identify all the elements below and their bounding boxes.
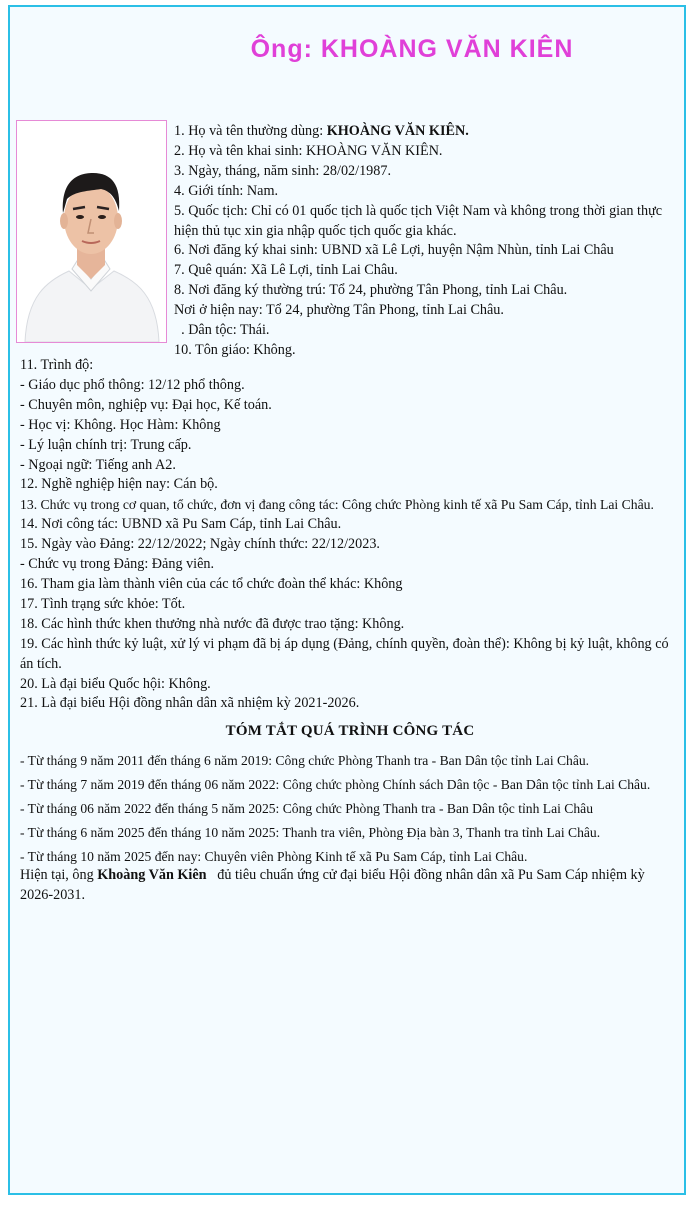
candidate-name: Khoàng Văn Kiên xyxy=(97,867,207,884)
info-birth-name: 2. Họ và tên khai sinh: KHOÀNG VĂN KIÊN. xyxy=(174,142,443,159)
personal-info xyxy=(174,122,678,361)
detail-line: - Lý luận chính trị: Trung cấp. xyxy=(20,436,192,453)
page-title: Ông: KHOÀNG VĂN KIÊN xyxy=(250,35,574,63)
portrait-image xyxy=(17,121,166,342)
detail-line: - Học vị: Không. Học Hàm: Không xyxy=(20,416,221,433)
work-history-item: - Từ tháng 06 năm 2022 đến tháng 5 năm 2025: Công chức Phòng Thanh tra - Ban Dân tộc tỉnh Lai Châu xyxy=(20,801,593,817)
detail-line: 11. Trình độ: xyxy=(20,357,94,373)
info-birth-date: 3. Ngày, tháng, năm sinh: 28/02/1987. xyxy=(174,162,391,179)
info-nationality: 5. Quốc tịch: Chỉ có 01 quốc tịch là quốc tịch Việt Nam và không trong thời gian thực hiện thủ tục xin gia nhập quốc tịch quốc gia khác. xyxy=(174,202,663,239)
work-history-item: - Từ tháng 6 năm 2025 đến tháng 10 năm 2025: Thanh tra viên, Phòng Địa bàn 3, Thanh tra tỉnh Lai Châu. xyxy=(20,825,601,841)
detail-line: 15. Ngày vào Đảng: 22/12/2022; Ngày chính thức: 22/12/2023. xyxy=(20,536,380,553)
detail-line: - Chức vụ trong Đảng: Đảng viên. xyxy=(20,556,215,573)
detail-line: 13. Chức vụ trong cơ quan, tổ chức, đơn vị đang công tác: Công chức Phòng kinh tế xã Pu Sam Cáp, tỉnh Lai Châu. xyxy=(20,497,654,513)
profile-page xyxy=(8,5,686,1195)
info-birth-registration: 6. Nơi đăng ký khai sinh: UBND xã Lê Lợi, huyện Nậm Nhùn, tỉnh Lai Châu xyxy=(174,242,614,259)
detail-line: - Ngoại ngữ: Tiếng anh A2. xyxy=(20,456,176,473)
portrait-photo xyxy=(16,120,167,343)
info-gender: 4. Giới tính: Nam. xyxy=(174,182,279,199)
work-history-item: - Từ tháng 7 năm 2019 đến tháng 06 năm 2022: Công chức phòng Chính sách Dân tộc - Ban Dân tộc tỉnh Lai Châu. xyxy=(20,777,651,793)
work-history-item: - Từ tháng 9 năm 2011 đến tháng 6 năm 2019: Công chức Phòng Thanh tra - Ban Dân tộc tỉnh Lai Châu. xyxy=(20,753,590,769)
detail-line: - Giáo dục phổ thông: 12/12 phổ thông. xyxy=(20,376,245,393)
info-ethnicity: . Dân tộc: Thái. xyxy=(174,322,270,339)
detail-line: 17. Tình trạng sức khỏe: Tốt. xyxy=(20,595,186,612)
work-history-title: TÓM TẮT QUÁ TRÌNH CÔNG TÁC xyxy=(225,723,475,740)
detail-discipline: 19. Các hình thức kỷ luật, xử lý vi phạm đã bị áp dụng (Đảng, chính quyền, đoàn thể): Không bị kỷ luật, không có án tích. xyxy=(20,635,669,672)
detail-line: 18. Các hình thức khen thưởng nhà nước đã được trao tặng: Không. xyxy=(20,615,405,632)
detail-line: 14. Nơi công tác: UBND xã Pu Sam Cáp, tỉnh Lai Châu. xyxy=(20,516,342,533)
details-section xyxy=(20,356,680,906)
info-full-name: 1. Họ và tên thường dùng: KHOÀNG VĂN KIÊN. xyxy=(174,123,469,139)
detail-line: 12. Nghề nghiệp hiện nay: Cán bộ. xyxy=(20,476,218,493)
detail-national-assembly: 20. Là đại biểu Quốc hội: Không. xyxy=(20,675,211,692)
detail-line: 16. Tham gia làm thành viên của các tổ chức đoàn thể khác: Không xyxy=(20,575,403,592)
detail-council-delegate: 21. Là đại biểu Hội đồng nhân dân xã nhiệm kỳ 2021-2026. xyxy=(20,695,360,712)
detail-line: - Chuyên môn, nghiệp vụ: Đại học, Kế toán. xyxy=(20,396,272,413)
info-permanent-residence: 8. Nơi đăng ký thường trú: Tổ 24, phường Tân Phong, tỉnh Lai Châu. xyxy=(174,282,568,299)
common-name: KHOÀNG VĂN KIÊN. xyxy=(326,123,469,139)
work-history-item: - Từ tháng 10 năm 2025 đến nay: Chuyên viên Phòng Kinh tế xã Pu Sam Cáp, tỉnh Lai Châu. xyxy=(20,849,528,865)
info-current-residence: Nơi ở hiện nay: Tổ 24, phường Tân Phong, tỉnh Lai Châu. xyxy=(174,302,504,319)
closing-statement: Hiện tại, ông Khoàng Văn Kiên đủ tiêu chuẩn ứng cử đại biểu Hội đồng nhân dân xã Pu Sam Cáp nhiệm kỳ 2026-2031. xyxy=(20,867,649,904)
info-religion: 10. Tôn giáo: Không. xyxy=(174,341,296,358)
info-hometown: 7. Quê quán: Xã Lê Lợi, tỉnh Lai Châu. xyxy=(174,262,398,279)
